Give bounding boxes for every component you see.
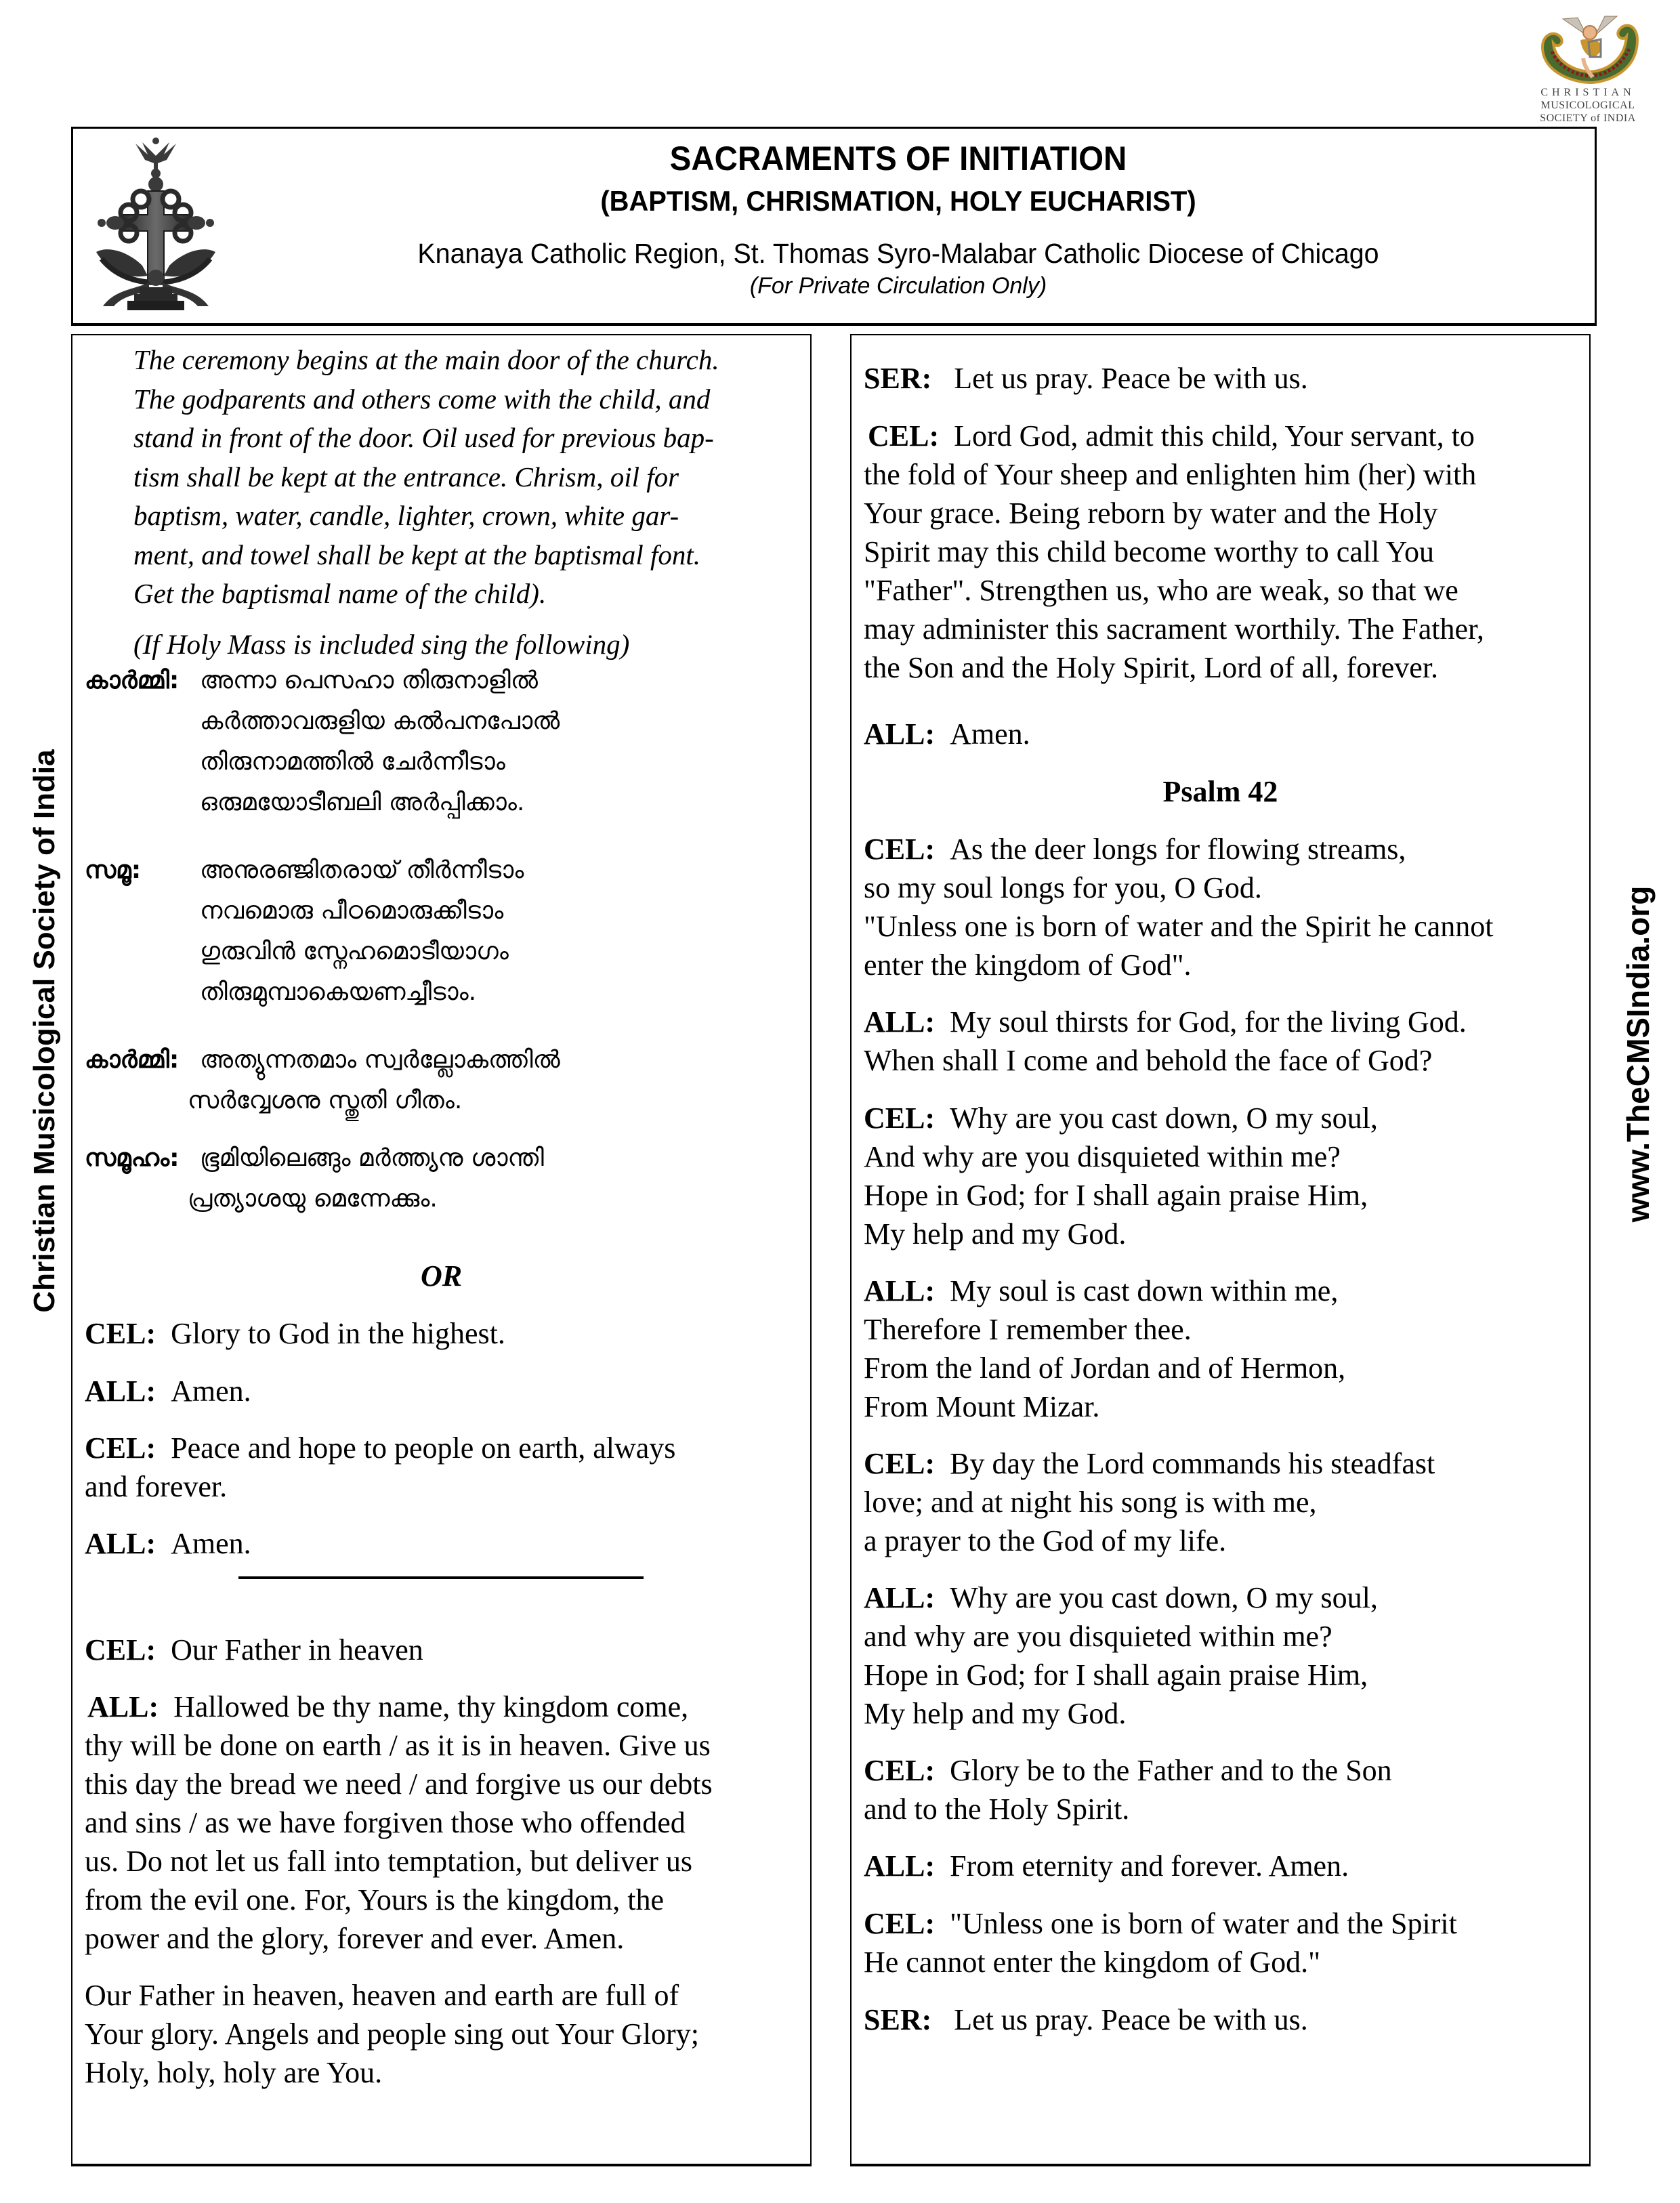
role-label: CEL:: [868, 419, 940, 453]
role-label: ALL:: [864, 1849, 936, 1883]
verse-line: From eternity and forever. Amen.: [950, 1849, 1349, 1883]
response-all-amen: [85, 1524, 798, 1563]
role-label: ALL:: [864, 1581, 936, 1614]
response-text: and forever.: [85, 1470, 228, 1503]
role-label: CEL:: [864, 1907, 936, 1940]
rubric-line: ment, and towel shall be kept at the baptismal font.: [133, 539, 700, 570]
hymn-line: കർത്താവരുളിയ കൽപനപോൽ: [200, 707, 560, 735]
prayer-line: "Father". Strengthen us, who are weak, so that we: [864, 574, 1458, 607]
hymn-line: ഗുരുവിൻ സ്നേഹമൊടീയാഗം: [200, 938, 509, 965]
psalm-verse: [864, 1847, 1577, 1885]
verse-line: so my soul longs for you, O God.: [864, 871, 1262, 904]
verse-line: a prayer to the God of my life.: [864, 1524, 1227, 1557]
rubric-line: tism shall be kept at the entrance. Chrism, oil for: [133, 461, 679, 492]
hymn-line: സർവ്വേശനു സ്തുതി ഗീതം.: [188, 1087, 463, 1114]
right-column: [850, 334, 1591, 2166]
angel-harp-logo-icon: [1536, 9, 1644, 84]
role-label: CEL:: [864, 833, 936, 866]
prayer-line: Your grace. Being reborn by water and the Holy: [864, 497, 1438, 530]
role-label: CEL:: [864, 1754, 936, 1787]
prayer-line: Spirit may this child become worthy to call You: [864, 535, 1435, 568]
hymn-line: തിരുനാമത്തിൽ ചേർന്നീടാം: [200, 748, 505, 776]
document-region: Knanaya Catholic Region, St. Thomas Syro-Malabar Catholic Diocese of Chicago: [417, 238, 1379, 269]
cms-logo: [1528, 9, 1648, 125]
all-amen: [864, 715, 1577, 753]
mar-thoma-cross-icon: [88, 137, 224, 314]
role-label: ALL:: [87, 1690, 159, 1723]
header-box: [71, 127, 1597, 326]
closing-prayer: [85, 1976, 798, 2092]
response-text: Let us pray. Peace be with us.: [954, 362, 1308, 395]
rubric-line: Get the baptismal name of the child).: [133, 578, 547, 609]
verse-line: Why are you cast down, O my soul,: [950, 1581, 1378, 1614]
circulation-note: (For Private Circulation Only): [749, 273, 1047, 299]
verse-line: He cannot enter the kingdom of God.": [864, 1946, 1321, 1979]
hymn-role: സമൂ:: [85, 856, 142, 884]
prayer-line: and sins / as we have forgiven those who offended: [85, 1806, 686, 1839]
hymn-role: കാർമ്മി:: [85, 1046, 180, 1074]
prayer-line: Our Father in heaven, heaven and earth are full of: [85, 1979, 679, 2012]
response-text: Peace and hope to people on earth, always: [171, 1431, 676, 1465]
side-text-society: Christian Musicological Society of India: [28, 749, 61, 1313]
ser-opening: [864, 359, 1577, 398]
role-label: CEL:: [85, 1431, 156, 1465]
hymn-line: അന്നാ പെസഹാ തിരുനാളിൽ: [200, 667, 538, 694]
psalm-verse: [864, 2000, 1577, 2039]
rubric-line: The godparents and others come with the child, and: [133, 383, 711, 415]
verse-line: By day the Lord commands his steadfast: [950, 1447, 1435, 1480]
role-label: ALL:: [864, 1005, 936, 1038]
verse-line: Therefore I remember thee.: [864, 1313, 1192, 1346]
cel-admission-prayer: [864, 417, 1577, 687]
hymn-line: നവമൊരു പീഠമൊരുക്കീടാം: [200, 897, 504, 925]
hymn-line: അനുരഞ്ജിതരായ് തീർന്നീടാം: [200, 856, 524, 884]
hymn-line: ഭൂമിയിലെങ്ങും മർത്ത്യനു ശാന്തി: [200, 1144, 544, 1172]
rubric-line: stand in front of the door. Oil used for previous bap-: [133, 422, 714, 453]
rubric-instructions: [133, 341, 798, 614]
mass-note: (If Holy Mass is included sing the following): [133, 629, 630, 660]
verse-line: And why are you disquieted within me?: [864, 1140, 1341, 1173]
verse-line: Hope in God; for I shall again praise Him,: [864, 1179, 1368, 1212]
prayer-line: the Son and the Holy Spirit, Lord of all, forever.: [864, 651, 1439, 684]
logo-text-christian: CHRISTIAN: [1540, 87, 1635, 98]
verse-line: When shall I come and behold the face of God?: [864, 1044, 1433, 1077]
verse-line: Why are you cast down, O my soul,: [950, 1102, 1378, 1135]
response-all-amen: [85, 1372, 798, 1410]
verse-line: From Mount Mizar.: [864, 1390, 1100, 1423]
hymn-role: കാർമ്മി:: [85, 667, 180, 694]
logo-text-society: SOCIETY of INDIA: [1540, 112, 1636, 124]
psalm-verse: [864, 1751, 1577, 1828]
verse-line: Glory be to the Father and to the Son: [950, 1754, 1392, 1787]
response-text: Amen.: [171, 1527, 251, 1560]
role-label: CEL:: [85, 1633, 156, 1666]
verse-line: and to the Holy Spirit.: [864, 1792, 1130, 1826]
hymn-line: അത്യുന്നതമാം സ്വർല്ലോകത്തിൽ: [200, 1046, 560, 1074]
prayer-line: us. Do not let us fall into temptation, but deliver us: [85, 1845, 692, 1878]
verse-line: Let us pray. Peace be with us.: [954, 2003, 1308, 2036]
hymn-line: തിരുമുമ്പാകെയണച്ചീടാം.: [200, 978, 477, 1006]
prayer-line: this day the bread we need / and forgive us our debts: [85, 1767, 713, 1801]
section-divider: [238, 1576, 644, 1579]
response-text: Amen.: [950, 717, 1030, 751]
prayer-line: Holy, holy, holy are You.: [85, 2056, 383, 2089]
role-label: ALL:: [864, 1274, 936, 1307]
response-text: Amen.: [171, 1375, 251, 1408]
prayer-line: may administer this sacrament worthily. The Father,: [864, 612, 1484, 646]
role-label: ALL:: [85, 1375, 156, 1408]
document-subtitle: (BAPTISM, CHRISMATION, HOLY EUCHARIST): [600, 185, 1196, 217]
document-title: SACRAMENTS OF INITIATION: [669, 140, 1127, 177]
response-text: Our Father in heaven: [171, 1633, 423, 1666]
verse-line: enter the kingdom of God".: [864, 948, 1192, 982]
response-cel-glory: [85, 1314, 798, 1353]
role-label: SER:: [864, 2003, 932, 2036]
response-cel-peace: [85, 1429, 798, 1506]
psalm-title: Psalm 42: [1162, 775, 1278, 808]
verse-line: Hope in God; for I shall again praise Him,: [864, 1658, 1368, 1692]
verse-line: "Unless one is born of water and the Spirit he cannot: [864, 910, 1494, 943]
verse-line: As the deer longs for flowing streams,: [950, 833, 1406, 866]
our-father-all: [85, 1687, 798, 1958]
hymn-line: ഒരുമയോടീബലി അർപ്പിക്കാം.: [200, 789, 525, 816]
response-text: Glory to God in the highest.: [171, 1317, 505, 1350]
or-separator: OR: [420, 1259, 463, 1293]
role-label: ALL:: [864, 717, 936, 751]
logo-text-musicological: MUSICOLOGICAL: [1540, 100, 1635, 111]
left-column: [71, 334, 812, 2166]
verse-line: "Unless one is born of water and the Spirit: [950, 1907, 1457, 1940]
verse-line: My soul thirsts for God, for the living God.: [950, 1005, 1467, 1038]
psalm-verse: [864, 1099, 1577, 1253]
psalm-verse: [864, 1904, 1577, 1981]
role-label: SER:: [864, 362, 932, 395]
prayer-line: Lord God, admit this child, Your servant, to: [954, 419, 1475, 453]
prayer-line: from the evil one. For, Yours is the kingdom, the: [85, 1883, 664, 1916]
side-text-website[interactable]: www.TheCMSIndia.org: [1620, 885, 1656, 1223]
prayer-line: thy will be done on earth / as it is in heaven. Give us: [85, 1729, 711, 1762]
verse-line: love; and at night his song is with me,: [864, 1486, 1317, 1519]
psalm-verse: [864, 1003, 1577, 1080]
verse-line: My help and my God.: [864, 1697, 1127, 1730]
hymn-line: പ്രത്യാശയു മെന്നേക്കും.: [188, 1185, 438, 1213]
psalm-verse: [864, 1578, 1577, 1733]
psalm-verse: [864, 1272, 1577, 1426]
psalm-verse: [864, 830, 1577, 984]
role-label: ALL:: [85, 1527, 156, 1560]
role-label: CEL:: [864, 1447, 936, 1480]
role-label: CEL:: [85, 1317, 156, 1350]
rubric-line: The ceremony begins at the main door of the church.: [133, 344, 719, 375]
prayer-line: Your glory. Angels and people sing out Your Glory;: [85, 2017, 699, 2051]
prayer-line: power and the glory, forever and ever. Amen.: [85, 1922, 625, 1955]
role-label: CEL:: [864, 1102, 936, 1135]
psalm-verse: [864, 1444, 1577, 1560]
hymn-role: സമൂഹം:: [85, 1144, 180, 1172]
prayer-line: Hallowed be thy name, thy kingdom come,: [173, 1690, 689, 1723]
verse-line: My soul is cast down within me,: [950, 1274, 1339, 1307]
our-father-cel: [85, 1631, 798, 1669]
verse-line: My help and my God.: [864, 1217, 1127, 1251]
verse-line: From the land of Jordan and of Hermon,: [864, 1351, 1346, 1385]
prayer-line: the fold of Your sheep and enlighten him (her) with: [864, 458, 1477, 491]
rubric-line: baptism, water, candle, lighter, crown, white gar-: [133, 500, 679, 531]
verse-line: and why are you disquieted within me?: [864, 1620, 1332, 1653]
